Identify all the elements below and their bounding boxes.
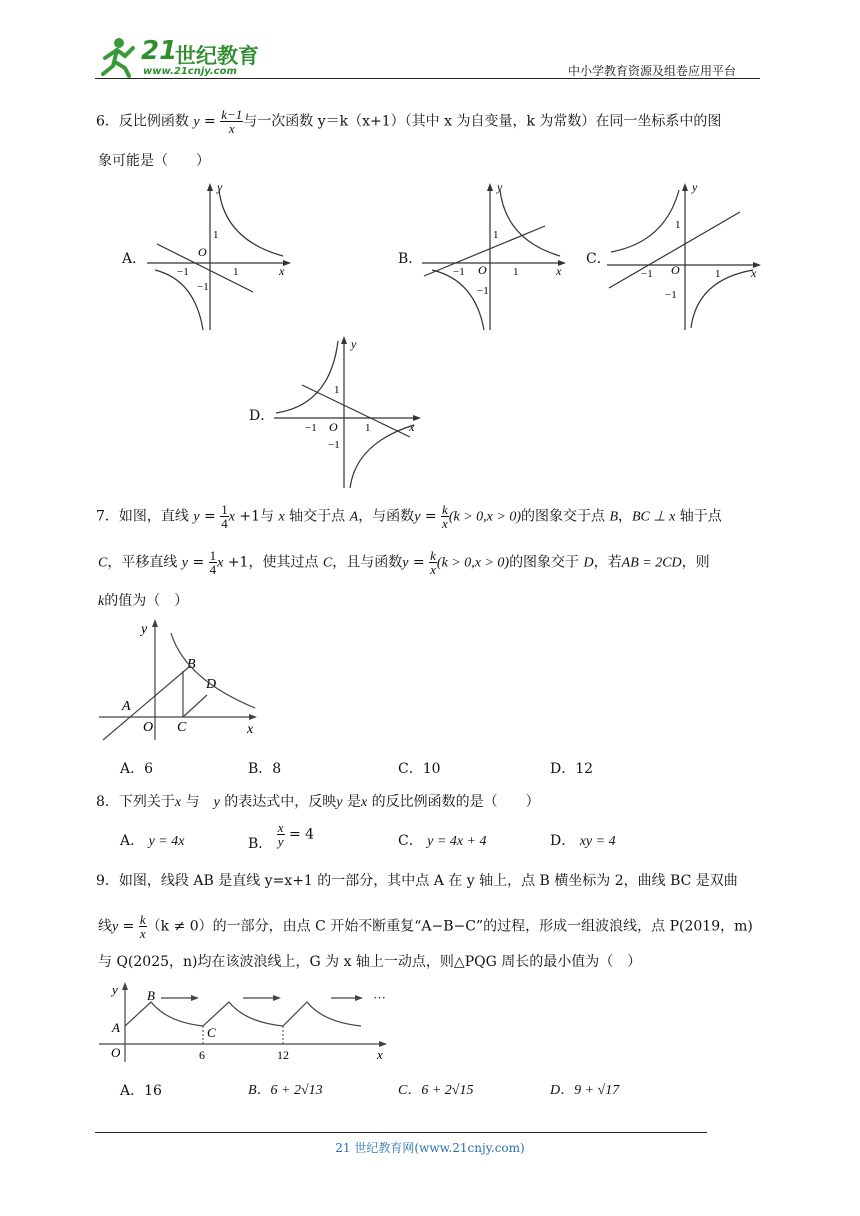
- svg-text:x: x: [751, 266, 757, 280]
- svg-text:1: 1: [365, 422, 371, 434]
- footer-link[interactable]: 21 世纪教育网(www.21cnjy.com): [335, 1141, 525, 1155]
- svg-text:1: 1: [715, 268, 721, 280]
- q7-text-2d: 的图象交于: [509, 554, 580, 571]
- q7-option-d[interactable]: D．12: [550, 761, 594, 777]
- svg-text:C: C: [177, 720, 187, 735]
- q6-option-b[interactable]: B．: [398, 251, 423, 267]
- q7-text-1a: 7．如图，直线: [96, 508, 189, 525]
- q7-ab-eq: AB = 2CD: [621, 555, 682, 571]
- q7-condition-2: (k > 0,x > 0): [436, 555, 510, 571]
- q6-num: 6．反比例函数: [96, 113, 189, 130]
- q9-option-d[interactable]: D．9 + √17: [550, 1083, 620, 1098]
- q9-option-a[interactable]: A．16: [120, 1083, 162, 1099]
- q8-option-a[interactable]: A． y = 4x: [120, 833, 185, 849]
- q6-line1: 6．反比例函数 y = $\frac{k-1}{x}$ 与一次函数 y＝k（x+1）（其中 x 为自变量，k 为常数）在同一坐标系中的图: [96, 107, 722, 136]
- svg-text:y: y: [351, 337, 357, 351]
- q8-text-d: 是: [346, 794, 361, 810]
- svg-text:x: x: [556, 264, 562, 278]
- svg-text:1: 1: [213, 229, 219, 241]
- q6-text1: 与一次函数 y＝k（x+1）（其中 x 为自变量，k 为常数）在同一坐标系中的图: [243, 113, 722, 130]
- q6-option-a[interactable]: A．: [122, 251, 147, 267]
- q9-line3: 与 Q(2025，n)均在该波浪线上，G 为 x 轴上一动点，则△PQG 周长的最小值为（ ）: [98, 954, 642, 970]
- svg-text:x: x: [247, 722, 254, 737]
- q7-text-1c: 轴交于点: [289, 508, 346, 525]
- svg-text:1: 1: [675, 219, 681, 231]
- svg-text:···: ···: [373, 990, 386, 1005]
- q7-text-2c: ，且与函数: [332, 554, 403, 571]
- svg-text:O: O: [111, 1045, 121, 1060]
- q7-line3: k的值为（ ）: [98, 593, 189, 609]
- svg-text:−1: −1: [177, 266, 189, 278]
- q6-frac-num: k−1: [221, 107, 243, 122]
- q7-text-2a: ，平移直线: [107, 554, 178, 571]
- q7-text-1d: ，与函数: [358, 508, 415, 525]
- q7-option-b[interactable]: B．8: [248, 761, 282, 777]
- q7-text-1e: 的图象交于点: [520, 508, 605, 525]
- q9-text-2b: （k ≠ 0）的一部分，由点 C 开始不断重复“A−B−C”的过程，形成一组波浪线，点 P(2019，m): [146, 918, 753, 935]
- q9-option-c[interactable]: C．6 + 2√15: [398, 1083, 474, 1098]
- svg-text:1: 1: [334, 384, 340, 396]
- q8-option-c[interactable]: C． y = 4x + 4: [398, 833, 487, 849]
- q7-figure: [95, 615, 265, 745]
- svg-text:6: 6: [199, 1048, 205, 1062]
- logo-title: 世纪教育: [175, 44, 259, 68]
- q6-graph-c[interactable]: [605, 180, 765, 335]
- svg-text:y: y: [497, 180, 503, 194]
- q7-text-3: 的值为（ ）: [104, 593, 189, 609]
- svg-text:A: A: [112, 1020, 120, 1035]
- q7-bc-perp: BC ⊥ x: [632, 509, 676, 525]
- svg-text:B: B: [147, 988, 155, 1003]
- svg-text:x: x: [377, 1047, 383, 1062]
- header-logo: [95, 34, 265, 80]
- q9-text-2a: 线: [98, 918, 112, 935]
- q9-wave-figure: [95, 980, 395, 1065]
- svg-text:1: 1: [513, 266, 519, 278]
- logo-number: 21: [141, 36, 178, 66]
- svg-text:1: 1: [233, 266, 239, 278]
- q8-text-e: 的反比例函数的是（ ）: [371, 794, 540, 810]
- svg-text:x: x: [409, 420, 415, 434]
- platform-name: 中小学教育资源及组卷应用平台: [568, 64, 737, 78]
- q7-option-c[interactable]: C．10: [398, 761, 441, 777]
- q6-graph-a[interactable]: [145, 180, 295, 335]
- svg-text:y: y: [141, 622, 148, 637]
- svg-text:O: O: [478, 263, 487, 277]
- svg-text:y: y: [112, 982, 118, 997]
- q7-text-1b: 与: [260, 508, 275, 525]
- svg-text:−1: −1: [641, 268, 653, 280]
- logo-url: www.21cnjy.com: [143, 66, 237, 77]
- q8-text-c: 的表达式中，反映: [224, 794, 337, 810]
- svg-text:O: O: [671, 263, 680, 277]
- q8-text-a: 8．下列关于: [96, 794, 175, 810]
- footer-rule: [95, 1132, 707, 1133]
- q7-condition-1: (k > 0,x > 0): [448, 509, 521, 525]
- q9-option-b[interactable]: B．6 + 2√13: [248, 1083, 323, 1098]
- q7-text-1f: 轴于点: [679, 508, 722, 525]
- svg-text:−1: −1: [453, 266, 465, 278]
- q7-option-a[interactable]: A．6: [120, 761, 154, 777]
- svg-text:y: y: [692, 180, 698, 194]
- q6-option-c[interactable]: C．: [586, 251, 611, 267]
- svg-text:D: D: [206, 677, 217, 692]
- q6-graph-d[interactable]: [272, 333, 432, 493]
- q8-text-b: 与: [185, 794, 200, 810]
- q6-line2: 象可能是（ ）: [98, 153, 210, 169]
- svg-text:−1: −1: [305, 422, 317, 434]
- svg-text:y: y: [217, 180, 223, 194]
- q9-line2: 线y = $\frac{k}{x}$ （k ≠ 0）的一部分，由点 C 开始不断重复“A−B−C”的过程，形成一组波浪线，点 P(2019，m): [98, 912, 753, 941]
- svg-text:B: B: [187, 657, 196, 672]
- svg-text:A: A: [122, 699, 131, 714]
- svg-text:−1: −1: [665, 289, 677, 301]
- q6-graph-b[interactable]: [420, 180, 570, 335]
- svg-text:O: O: [198, 245, 207, 259]
- header-rule: [95, 78, 760, 79]
- q6-option-d[interactable]: D．: [249, 408, 275, 424]
- q8-option-b[interactable]: B． $\frac{x}{y}$ = 4: [248, 820, 315, 852]
- q8-stem: 8．下列关于x 与 y 的表达式中，反映y 是x 的反比例函数的是（ ）: [96, 794, 540, 810]
- svg-text:−1: −1: [197, 281, 209, 293]
- svg-text:x: x: [279, 264, 285, 278]
- svg-text:−1: −1: [477, 285, 489, 297]
- svg-text:O: O: [143, 720, 154, 735]
- q7-text-2b: ，使其过点: [248, 554, 319, 571]
- svg-text:O: O: [329, 420, 338, 434]
- q7-text-2e: ，若: [593, 554, 622, 571]
- q6-frac-den: x: [228, 121, 235, 136]
- q7-line2: C，平移直线 y = $\frac{1}{4}$ x +1，使其过点 C，且与函数y = $\frac{k}{x}$ (k > 0,x > 0)的图象交于 D，若AB = 2CD，则: [98, 548, 710, 577]
- svg-text:C: C: [207, 1025, 216, 1040]
- q7-text-2f: ，则: [681, 554, 710, 571]
- q7-line1: 7．如图，直线 y = $\frac{1}{4}$ x +1与 x 轴交于点 A，与函数y = $\frac{k}{x}$ (k > 0,x > 0)的图象交于点 B，BC ⊥ x 轴于点: [96, 502, 722, 531]
- q9-line1: 9．如图，线段 AB 是直线 y=x+1 的一部分，其中点 A 在 y 轴上，点 B 横坐标为 2，曲线 BC 是双曲: [96, 873, 738, 889]
- svg-text:−1: −1: [328, 439, 340, 451]
- svg-text:1: 1: [493, 229, 499, 241]
- q8-option-d[interactable]: D． xy = 4: [550, 833, 616, 849]
- svg-text:12: 12: [277, 1048, 289, 1062]
